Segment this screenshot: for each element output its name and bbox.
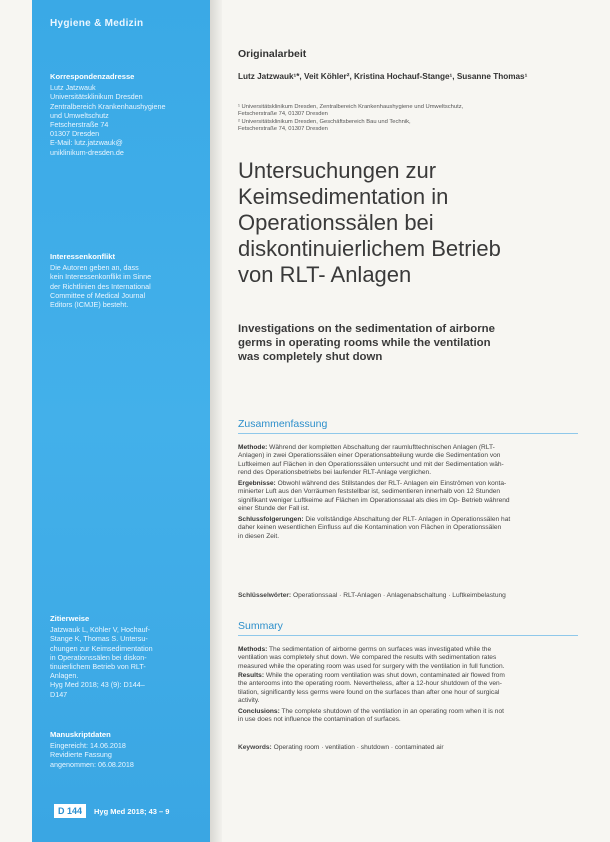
affiliation-line: ² Universitätsklinikum Dresden, Geschäftsbereich Bau und Technik,	[238, 118, 411, 125]
correspondence-line: Lutz Jatzwauk	[50, 83, 96, 93]
correspondence-line: Universitätsklinikum Dresden	[50, 92, 143, 102]
title-line: diskontinuierlichem Betrieb	[238, 236, 501, 261]
correspondence-line: Fetscherstraße 74	[50, 120, 109, 130]
paragraph-text: einer Stunde der Fall ist.	[238, 504, 310, 512]
keywords	[238, 744, 578, 751]
manuscript-block	[50, 730, 200, 769]
correspondence-line: Zentralbereich Krankenhaushygiene	[50, 101, 166, 111]
subtitle-line: was completely shut down	[238, 351, 383, 363]
paragraph-label: Schlussfolgerungen:	[238, 516, 304, 523]
keywords-text: Operationssaal · RLT-Anlagen · Anlagenabschaltung · Luftkeimbelastung	[292, 592, 506, 599]
citation-line: tinuierlichem Betrieb von RLT-	[50, 662, 146, 672]
correspondence-heading: Korrespondenzadresse	[50, 72, 135, 81]
paragraph-text: measured while the operating room was used for surgery with the ventilation in full function.	[238, 662, 505, 670]
conflict-block	[50, 252, 200, 309]
paragraph-text: in use does not influence the contamination of surfaces.	[238, 716, 401, 724]
keywords-text: Operating room · ventilation · shutdown · contaminated air	[273, 744, 444, 751]
title-line: Untersuchungen zur	[238, 158, 437, 183]
english-title	[238, 322, 578, 364]
paragraph-label: Ergebnisse:	[238, 480, 276, 487]
manuscript-line: Revidierte Fassung	[50, 750, 112, 760]
conflict-line: Editors (ICMJE) besteht.	[50, 300, 129, 310]
citation-line: Stange K, Thomas S. Untersu-	[50, 634, 148, 644]
paragraph-label: Methods:	[238, 646, 268, 653]
page-footer	[32, 800, 210, 824]
citation-line: Anlagen.	[50, 671, 79, 681]
title-line: Keimsedimentation in	[238, 184, 449, 209]
schluesselwoerter	[238, 592, 578, 599]
zusammenfassung-methods	[238, 444, 578, 477]
paragraph-text: While the operating room ventilation was shut down, contaminated air flowed from	[265, 672, 505, 679]
citation-line: Jatzwauk L, Köhler V, Hochauf-	[50, 625, 151, 635]
affiliation-line: ¹ Universitätsklinikum Dresden, Zentralbereich Krankenhaushygiene und Umweltschutz,	[238, 104, 464, 110]
article-type: Originalarbeit	[238, 48, 307, 60]
manuscript-line: Eingereicht: 14.06.2018	[50, 741, 126, 751]
conflict-line: Die Autoren geben an, dass	[50, 263, 139, 273]
zusammenfassung-results	[238, 480, 578, 513]
authors: Lutz Jatzwauk¹*, Veit Köhler², Kristina Hochauf-Stange¹, Susanne Thomas¹	[238, 72, 528, 81]
paragraph-text: ventilation was completely shut down. We compared the results with sedimentation rates	[238, 654, 497, 662]
correspondence-line: 01307 Dresden	[50, 129, 100, 139]
summary-methods	[238, 646, 578, 671]
journal-brand: Hygiene & Medizin	[50, 18, 144, 29]
paragraph-text: daher keinen wesentlichen Einfluss auf die Kontamination von Flächen in Operationssälen	[238, 524, 502, 532]
paragraph-text: Anlagen) in zwei Operationssälen einer Operationsabteilung wurde die Sedimentation von	[238, 452, 501, 460]
subtitle-line: Investigations on the sedimentation of airborne	[238, 323, 495, 335]
citation-block	[50, 614, 200, 699]
paragraph-text: The sedimentation of airborne germs on surfaces was investigated while the	[269, 646, 492, 653]
citation-line: D147	[50, 689, 68, 699]
paragraph-text: in diesen Zeit.	[238, 532, 280, 540]
paragraph-text: the anterooms into the operating room. Nevertheless, after a 12-hour shutdown of the ven-	[238, 680, 502, 688]
page-number: D 144	[54, 804, 86, 818]
affiliation-line: Fetscherstraße 74, 01307 Dresden	[238, 126, 328, 133]
title-line: Operationssälen bei	[238, 210, 434, 235]
paragraph-text: Obwohl während des Stillstandes der RLT- Anlagen ein Einströmen von konta-	[277, 480, 507, 487]
subtitle-line: germs in operating rooms while the ventilation	[238, 337, 491, 349]
correspondence-block	[50, 72, 200, 157]
paragraph-text: tilation, significantly less germs were found on the surfaces than after one hour of surgical	[238, 688, 500, 696]
paragraph-label: Methode:	[238, 444, 268, 451]
keywords-label: Keywords:	[238, 744, 272, 751]
paragraph-text: signifikant weniger Luftkeime auf Flächen im Operationssaal als dies im Op- Betrieb während	[238, 496, 510, 504]
paragraph-text: activity.	[238, 696, 260, 704]
paragraph-text: Luftkeimen auf Flächen in den Operationssälen untersucht und mit der Sedimentation wäh-	[238, 460, 504, 468]
correspondence-email: uniklinikum-dresden.de	[50, 147, 124, 157]
paragraph-label: Conclusions:	[238, 708, 280, 715]
paragraph-text: rend des Operationsbetriebs bei laufender RLT-Anlage verglichen.	[238, 468, 432, 476]
summary-heading: Summary	[238, 620, 578, 636]
paragraph-text: minierter Luft aus den Vorräumen feststellbar ist, sedimentieren innerhalb von 12 Stunden	[238, 488, 501, 496]
citation-line: Hyg Med 2018; 43 (9): D144–	[50, 680, 145, 690]
journal-citation: Hyg Med 2018; 43 – 9	[94, 807, 170, 816]
zusammenfassung-heading: Zusammenfassung	[238, 418, 578, 434]
correspondence-email: E-Mail: lutz.jatzwauk@	[50, 138, 123, 148]
conflict-heading: Interessenkonflikt	[50, 252, 115, 261]
manuscript-line: angenommen: 06.08.2018	[50, 759, 134, 769]
conflict-line: der Richtlinien des International	[50, 281, 151, 291]
summary-results	[238, 672, 578, 705]
citation-heading: Zitierweise	[50, 614, 90, 623]
summary-conclusions	[238, 708, 578, 725]
citation-line: in Operationssälen bei diskon-	[50, 652, 147, 662]
affiliation-line: Fetscherstraße 74, 01307 Dresden	[238, 111, 328, 118]
manuscript-heading: Manuskriptdaten	[50, 730, 111, 739]
sidebar	[32, 0, 210, 842]
paragraph-text: Während der kompletten Abschaltung der raumlufttechnischen Anlagen (RLT-	[269, 444, 495, 451]
page-gutter	[210, 0, 222, 842]
article-title	[238, 158, 588, 288]
conflict-line: kein Interessenkonflikt im Sinne	[50, 272, 152, 282]
paragraph-text: The complete shutdown of the ventilation in an operating room when it is not	[281, 708, 504, 715]
paragraph-label: Results:	[238, 672, 265, 679]
citation-line: chungen zur Keimsedimentation	[50, 643, 153, 653]
affiliations	[238, 104, 578, 134]
conflict-line: Committee of Medical Journal	[50, 290, 146, 300]
title-line: von RLT- Anlagen	[238, 262, 412, 287]
correspondence-line: und Umweltschutz	[50, 110, 109, 120]
paragraph-text: Die vollständige Abschaltung der RLT- Anlagen in Operationssälen hat	[305, 516, 511, 523]
keywords-label: Schlüsselwörter:	[238, 592, 292, 599]
zusammenfassung-conclusions	[238, 516, 578, 541]
